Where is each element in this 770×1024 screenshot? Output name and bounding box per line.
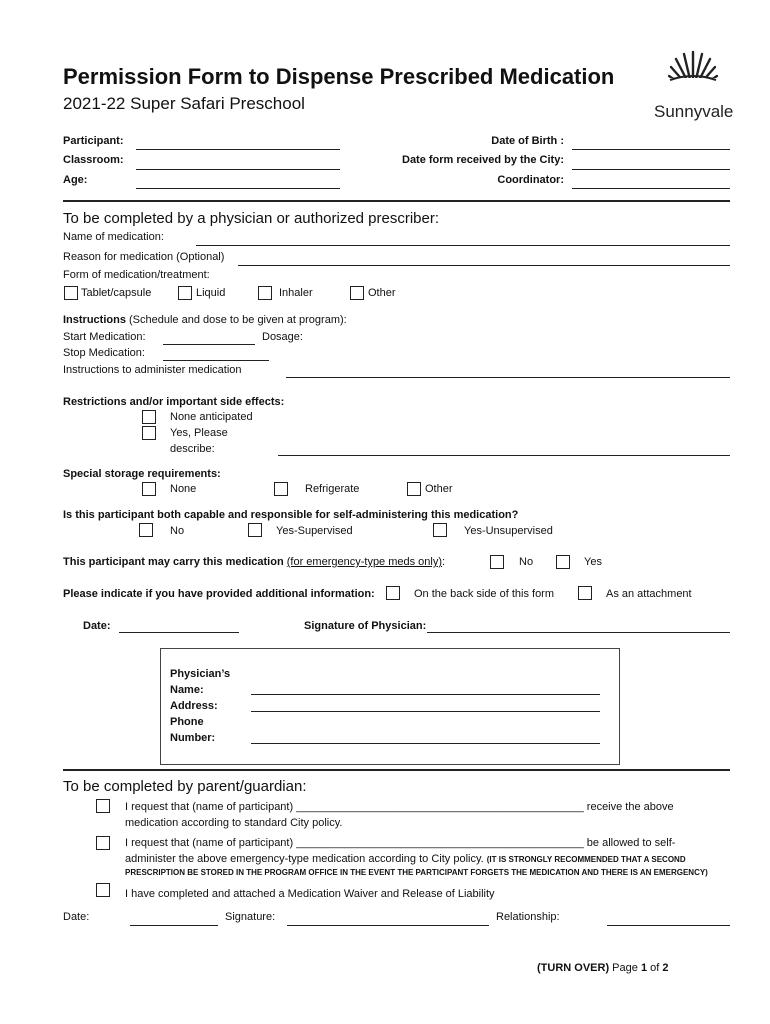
physician-date-field[interactable] bbox=[119, 632, 239, 633]
dob-label: Date of Birth : bbox=[491, 135, 564, 147]
carry-yes-checkbox[interactable] bbox=[556, 555, 570, 569]
age-label: Age: bbox=[63, 174, 88, 186]
self-admin-no-checkbox[interactable] bbox=[139, 523, 153, 537]
describe-label: describe: bbox=[170, 443, 215, 455]
yes-unsupervised-label: Yes-Unsupervised bbox=[464, 525, 553, 537]
relationship-label: Relationship: bbox=[496, 911, 560, 923]
refrigerate-label: Refrigerate bbox=[305, 483, 360, 495]
carry-no-checkbox[interactable] bbox=[490, 555, 504, 569]
parent-date-label: Date: bbox=[63, 911, 90, 923]
form-of-medication-label: Form of medication/treatment: bbox=[63, 269, 210, 281]
carry-yes-label: Yes bbox=[584, 556, 602, 568]
self-admin-no-label: No bbox=[170, 525, 185, 537]
parent-section-heading: To be completed by parent/guardian: bbox=[63, 778, 307, 795]
reason-label: Reason for medication (Optional) bbox=[63, 251, 225, 263]
parent-item1-line2: medication according to standard City policy. bbox=[125, 817, 343, 829]
liquid-checkbox[interactable] bbox=[178, 286, 192, 300]
date-received-field[interactable] bbox=[572, 169, 730, 170]
storage-other-label: Other bbox=[425, 483, 453, 495]
none-anticipated-checkbox[interactable] bbox=[142, 410, 156, 424]
physician-address-field[interactable] bbox=[251, 711, 600, 712]
storage-none-checkbox[interactable] bbox=[142, 482, 156, 496]
inhaler-label: Inhaler bbox=[279, 287, 313, 299]
stop-medication-field[interactable] bbox=[163, 360, 269, 361]
parent-item2-text: administer the above emergency-type medication according to City policy. bbox=[125, 853, 484, 865]
dosage-label: Dosage: bbox=[262, 331, 303, 343]
reason-field[interactable] bbox=[238, 265, 730, 266]
dob-field[interactable] bbox=[572, 149, 730, 150]
yes-supervised-label: Yes-Supervised bbox=[276, 525, 353, 537]
refrigerate-checkbox[interactable] bbox=[274, 482, 288, 496]
back-side-label: On the back side of this form bbox=[414, 588, 555, 600]
medication-name-label: Name of medication: bbox=[63, 231, 164, 243]
physician-name-field[interactable] bbox=[251, 694, 600, 695]
classroom-label: Classroom: bbox=[63, 154, 124, 166]
additional-info-label: Please indicate if you have provided additional information: bbox=[63, 588, 375, 600]
physician-signature-field[interactable] bbox=[427, 632, 730, 633]
yes-please-label: Yes, Please bbox=[170, 427, 228, 439]
storage-other-checkbox[interactable] bbox=[407, 482, 421, 496]
relationship-field[interactable] bbox=[607, 925, 730, 926]
administer-field[interactable] bbox=[286, 377, 730, 378]
parent-item3-label: I have completed and attached a Medication Waiver and Release of Liability bbox=[125, 888, 495, 900]
instructions-label bbox=[63, 314, 347, 326]
restrictions-label: Restrictions and/or important side effects: bbox=[63, 396, 285, 408]
page-footer bbox=[537, 962, 669, 974]
parent-item2-bold2: PRESCRIPTION BE STORED IN THE PROGRAM OFFICE IN THE EVENT THE PARTICIPANT FORGETS THE MEDICATION AND THERE IS AN EMERGENCY) bbox=[125, 868, 708, 877]
coordinator-field[interactable] bbox=[572, 188, 730, 189]
attachment-label: As an attachment bbox=[606, 588, 692, 600]
page-label: Page bbox=[612, 962, 638, 974]
participant-label: Participant: bbox=[63, 135, 124, 147]
other-form-checkbox[interactable] bbox=[350, 286, 364, 300]
physician-date-label: Date: bbox=[83, 620, 111, 632]
tablet-label: Tablet/capsule bbox=[81, 287, 152, 299]
form-title: Permission Form to Dispense Prescribed Medication bbox=[63, 64, 615, 89]
describe-field[interactable] bbox=[278, 455, 730, 456]
page-number: 1 bbox=[640, 962, 648, 974]
parent-item2-line2 bbox=[125, 853, 686, 865]
attachment-checkbox[interactable] bbox=[578, 586, 592, 600]
start-medication-label: Start Medication: bbox=[63, 331, 146, 343]
section-divider-2 bbox=[63, 769, 730, 771]
sunnyvale-logo-text: Sunnyvale bbox=[654, 102, 734, 121]
coordinator-label: Coordinator: bbox=[497, 174, 564, 186]
yes-supervised-checkbox[interactable] bbox=[248, 523, 262, 537]
of-label: of bbox=[650, 962, 660, 974]
parent-item2-checkbox[interactable] bbox=[96, 836, 110, 850]
physician-signature-label: Signature of Physician: bbox=[304, 620, 427, 632]
number-label: Number: bbox=[170, 732, 216, 744]
date-received-label: Date form received by the City: bbox=[402, 154, 564, 166]
self-admin-label: Is this participant both capable and responsible for self-administering this medication? bbox=[63, 509, 519, 521]
yes-unsupervised-checkbox[interactable] bbox=[433, 523, 447, 537]
physicians-label: Physician’s bbox=[170, 668, 231, 680]
carry-bold: This participant may carry this medication bbox=[63, 556, 284, 568]
phone-label: Phone bbox=[170, 716, 204, 728]
form-subtitle: 2021-22 Super Safari Preschool bbox=[63, 94, 305, 113]
carry-no-label: No bbox=[519, 556, 534, 568]
other-form-label: Other bbox=[368, 287, 396, 299]
classroom-field[interactable] bbox=[136, 169, 340, 170]
storage-label: Special storage requirements: bbox=[63, 468, 221, 480]
liquid-label: Liquid bbox=[196, 287, 226, 299]
page-total: 2 bbox=[662, 962, 669, 974]
stop-medication-label: Stop Medication: bbox=[63, 347, 145, 359]
age-field[interactable] bbox=[136, 188, 340, 189]
parent-item3-checkbox[interactable] bbox=[96, 883, 110, 897]
participant-field[interactable] bbox=[136, 149, 340, 150]
carry-link: (for emergency-type meds only) bbox=[286, 556, 443, 568]
start-medication-field[interactable] bbox=[163, 344, 255, 345]
sun-rays-icon bbox=[668, 48, 718, 96]
parent-item1-checkbox[interactable] bbox=[96, 799, 110, 813]
name-label: Name: bbox=[170, 684, 204, 696]
storage-none-label: None bbox=[170, 483, 197, 495]
instructions-rest: (Schedule and dose to be given at program): bbox=[129, 314, 347, 326]
section-divider bbox=[63, 200, 730, 202]
parent-date-field[interactable] bbox=[130, 925, 218, 926]
parent-signature-field[interactable] bbox=[287, 925, 489, 926]
parent-item2-bold1: (IT IS STRONGLY RECOMMENDED THAT A SECOND bbox=[486, 855, 686, 864]
tablet-checkbox[interactable] bbox=[64, 286, 78, 300]
instructions-bold: Instructions bbox=[63, 314, 126, 326]
administer-label: Instructions to administer medication bbox=[63, 364, 242, 376]
physician-box-labels bbox=[170, 666, 230, 746]
carry-colon: : bbox=[442, 556, 446, 568]
none-anticipated-label: None anticipated bbox=[170, 411, 253, 423]
carry-label bbox=[63, 556, 445, 568]
physician-section-heading: To be completed by a physician or authorized prescriber: bbox=[63, 210, 440, 227]
back-side-checkbox[interactable] bbox=[386, 586, 400, 600]
parent-item2-line1: I request that (name of participant) _______________________________________________ be allowed to self- bbox=[125, 837, 676, 849]
yes-please-checkbox[interactable] bbox=[142, 426, 156, 440]
physician-phone-field[interactable] bbox=[251, 743, 600, 744]
inhaler-checkbox[interactable] bbox=[258, 286, 272, 300]
address-label: Address: bbox=[170, 700, 218, 712]
parent-item1-line1: I request that (name of participant) _______________________________________________ receive the above bbox=[125, 801, 674, 813]
medication-name-field[interactable] bbox=[196, 245, 730, 246]
parent-signature-label: Signature: bbox=[225, 911, 276, 923]
turn-over-label: (TURN OVER) bbox=[537, 962, 610, 974]
